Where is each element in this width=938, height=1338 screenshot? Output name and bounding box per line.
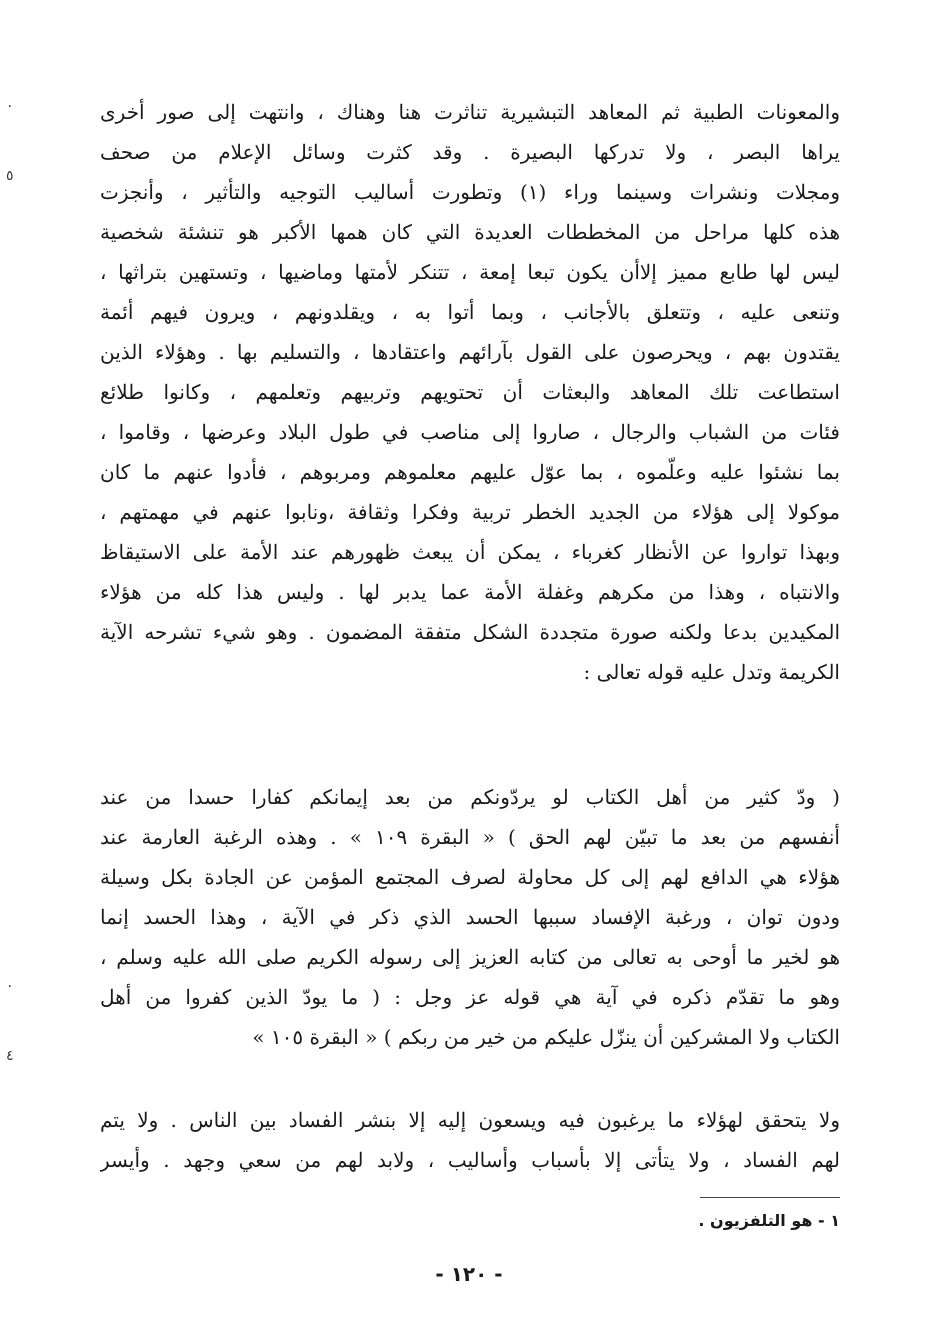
text-line: موكولا إلى هؤلاء من الجديد الخطر تربية وفكرا وثقافة ،ونابوا عنهم في مهمتهم ، — [100, 500, 840, 524]
text-line: يقتدون بهم ، ويحرصون على القول بآرائهم واعتقادها ، والتسليم بها . وهؤلاء الذين — [100, 340, 840, 364]
text-line: هو لخير ما أوحى به تعالى من كتابه العزيز إلى رسوله الكريم صلى الله عليه وسلم ، — [100, 945, 840, 969]
text-line: والمعونات الطبية ثم المعاهد التبشيرية تناثرت هنا وهناك ، وانتهت إلى صور أخرى — [100, 100, 840, 124]
page-number: - ١٢٠ - — [435, 1262, 503, 1286]
text-line: المكيدين بدعا ولكنه صورة متجددة الشكل متفقة المضمون . وهو شيء تشرحه الآية — [100, 620, 840, 644]
paragraph-3 — [100, 1100, 840, 1180]
footnote: ١ - هو التلفزيون . — [698, 1211, 840, 1230]
text-line: وبهذا تواروا عن الأنظار كغرباء ، يمكن أن يبعث ظهورهم عند الأمة على الاستيقاظ — [100, 540, 840, 564]
text-line: هؤلاء هي الدافع لهم إلى كل محاولة لصرف المجتمع المؤمن عن الجادة بكل وسيلة — [100, 865, 840, 889]
text-line: يراها البصر ، ولا تدركها البصيرة . وقد كثرت وسائل الإعلام من صحف — [100, 140, 840, 164]
text-line: هذه كلها مراحل من المخططات العديدة التي كان همها الأكبر هو تنشئة شخصية — [100, 220, 840, 244]
text-line: لهم الفساد ، ولا يتأتى إلا بأسباب وأساليب ، ولابد لهم من سعي وجهد . وأيسر — [100, 1148, 840, 1172]
margin-mark: ٠ — [6, 978, 14, 994]
text-line: وتنعى عليه ، وتتعلق بالأجانب ، وبما أتوا به ، ويقلدونهم ، ويرون فيهم أئمة — [100, 300, 840, 324]
margin-mark: ٠ — [6, 98, 14, 114]
text-line: استطاعت تلك المعاهد والبعثات أن تحتويهم وتربيهم وتعلمهم ، وكانوا طلائع — [100, 380, 840, 404]
margin-mark: ٤ — [6, 1048, 14, 1064]
text-line: ليس لها طابع مميز إلاأن يكون تبعا إمعة ، تتنكر لأمتها وماضيها ، وتستهين بتراثها ، — [100, 260, 840, 284]
text-line: الكريمة وتدل عليه قوله تعالى : — [583, 660, 840, 684]
text-line: وهو ما تقدّم ذكره في آية هي قوله عز وجل : ( ما يودّ الذين كفروا من أهل — [100, 985, 840, 1009]
text-line: أنفسهم من بعد ما تبيّن لهم الحق ) « البقرة ١٠٩ » . وهذه الرغبة العارمة عند — [100, 825, 840, 849]
text-line: ودون توان ، ورغبة الإفساد سببها الحسد الذي ذكر في الآية ، وهذا الحسد إنما — [100, 905, 840, 929]
text-line: ( ودّ كثير من أهل الكتاب لو يردّونكم من بعد إيمانكم كفارا حسدا من عند — [100, 785, 840, 809]
footnote-divider — [700, 1197, 840, 1198]
margin-mark: ٥ — [6, 168, 14, 184]
paragraph-1 — [100, 92, 840, 692]
text-line: بما نشئوا عليه وعلّموه ، بما عوّل عليهم معلموهم ومربوهم ، فأدوا عنهم ما كان — [100, 460, 840, 484]
text-line: ومجلات ونشرات وسينما وراء (١) وتطورت أساليب التوجيه والتأثير ، وأنجزت — [100, 180, 840, 204]
text-line: ولا يتحقق لهؤلاء ما يرغبون فيه ويسعون إليه إلا بنشر الفساد بين الناس . ولا يتم — [100, 1108, 840, 1132]
text-line: الكتاب ولا المشركين أن ينزّل عليكم من خير من ربكم ) « البقرة ١٠٥ » — [252, 1025, 840, 1049]
paragraph-2 — [100, 777, 840, 1057]
text-line: والانتباه ، وهذا من مكرهم وغفلة الأمة عما يدبر لها . وليس هذا كله من هؤلاء — [100, 580, 840, 604]
text-line: فئات من الشباب والرجال ، صاروا إلى مناصب في طول البلاد وعرضها ، وقاموا ، — [100, 420, 840, 444]
